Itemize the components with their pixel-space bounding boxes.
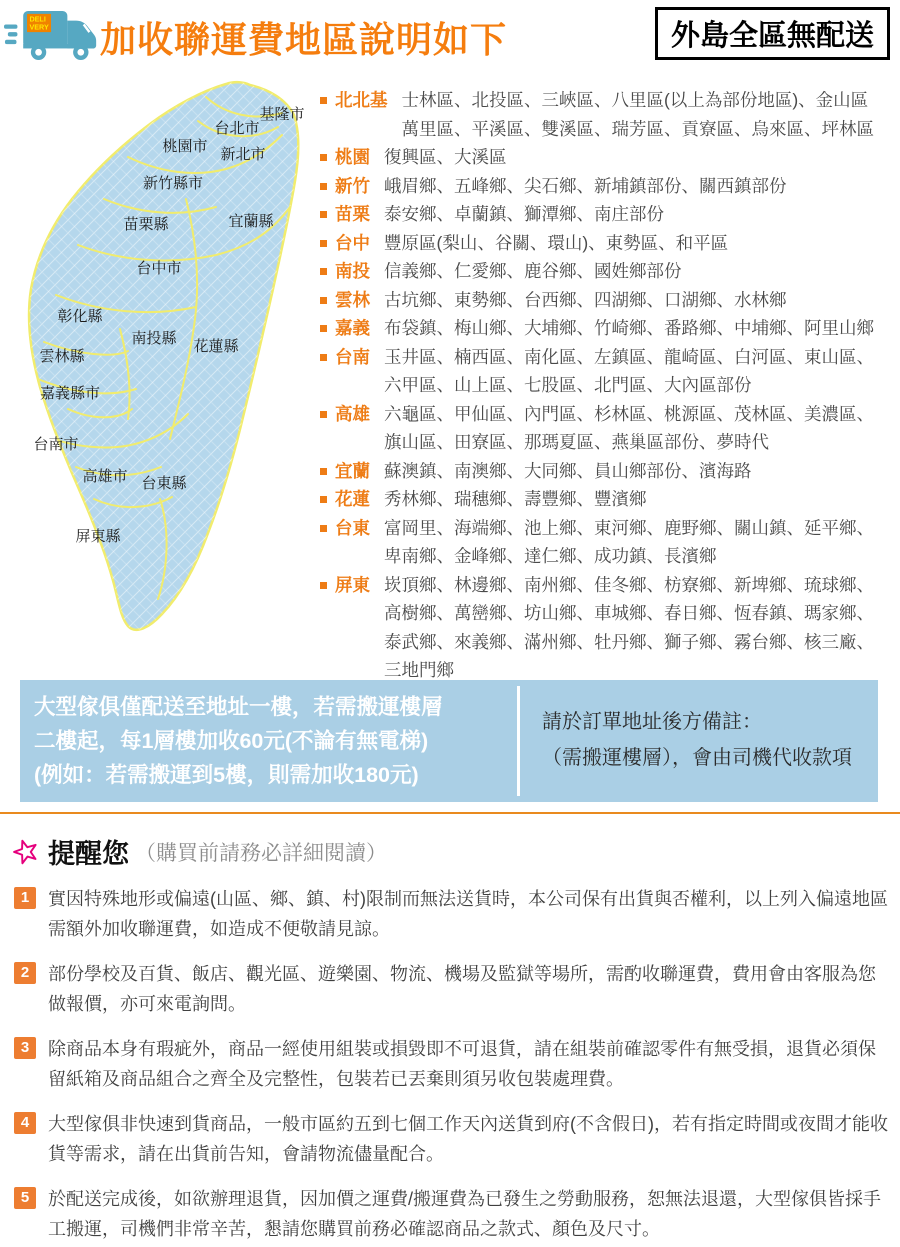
region-areas bbox=[384, 229, 898, 258]
page-title: 加收聯運費地區說明如下 bbox=[100, 19, 508, 60]
note-item bbox=[14, 1109, 888, 1169]
floor-fee-line: 二樓起，每1層樓加收60元(不論有無電梯) bbox=[34, 729, 429, 753]
region-name: 台中 bbox=[335, 232, 370, 253]
region-name: 花蓮 bbox=[335, 489, 370, 509]
taiwan-island-shape bbox=[16, 77, 308, 665]
note-item bbox=[14, 1184, 888, 1244]
note-text: 部份學校及百貨、飯店、觀光區、遊樂園、物流、機場及監獄等場所，需酌收聯運費，費用會由客服為您做報價，亦可來電詢問。 bbox=[48, 964, 876, 1014]
region-row bbox=[320, 485, 898, 514]
note-item bbox=[14, 959, 888, 1019]
region-areas bbox=[384, 343, 898, 400]
svg-text:VERY: VERY bbox=[29, 22, 49, 32]
region-name: 新竹 bbox=[335, 175, 370, 196]
region-row bbox=[320, 514, 898, 571]
delivery-truck-icon bbox=[4, 4, 100, 66]
region-name: 高雄 bbox=[335, 403, 370, 424]
region-areas-line: 六甲區、山上區、七股區、北門區、大內區部份 bbox=[384, 375, 752, 395]
region-areas-line: 六龜區、甲仙區、內門區、杉林區、桃源區、茂林區、美濃區、 bbox=[384, 403, 874, 424]
bullet-square-icon bbox=[320, 411, 327, 418]
note-text: 除商品本身有瑕疵外，商品一經使用組裝或損毀即不可退貨，請在組裝前確認零件有無受損，退貨必須保留紙箱及商品組合之齊全及完整性，包裝若已丟棄則須另收包裝處理費。 bbox=[48, 1039, 876, 1089]
region-name: 苗栗 bbox=[335, 204, 370, 224]
region-areas-line: 卑南鄉、金峰鄉、達仁鄉、成功鎮、長濱鄉 bbox=[384, 546, 717, 566]
region-row bbox=[320, 143, 898, 172]
bullet-square-icon bbox=[320, 97, 327, 104]
region-areas-line: 崁頂鄉、林邊鄉、南州鄉、佳冬鄉、枋寮鄉、新埤鄉、琉球鄉、 bbox=[384, 574, 874, 595]
bullet-square-icon bbox=[320, 325, 327, 332]
region-name: 北北基 bbox=[335, 90, 388, 110]
region-areas bbox=[384, 172, 898, 201]
note-number-badge: 2 bbox=[14, 962, 36, 984]
bullet-square-icon bbox=[320, 268, 327, 275]
map-label: 基隆市 bbox=[259, 106, 305, 123]
surcharge-region-list bbox=[320, 86, 898, 685]
region-areas-line: 布袋鎮、梅山鄉、大埔鄉、竹崎鄉、番路鄉、中埔鄉、阿里山鄉 bbox=[384, 318, 874, 338]
region-areas bbox=[384, 143, 898, 172]
note-number-badge: 5 bbox=[14, 1187, 36, 1209]
svg-text:DELI: DELI bbox=[29, 14, 46, 24]
map-label: 新北市 bbox=[220, 146, 266, 163]
map-label: 新竹縣市 bbox=[142, 175, 204, 192]
region-row bbox=[320, 172, 898, 201]
map-label: 花蓮縣 bbox=[193, 338, 239, 355]
region-row bbox=[320, 229, 898, 258]
region-areas bbox=[384, 314, 898, 343]
no-outlying-island-badge: 外島全區無配送 bbox=[655, 7, 890, 60]
map-label: 桃園市 bbox=[162, 138, 208, 155]
bullet-square-icon bbox=[320, 582, 327, 589]
bullet-square-icon bbox=[320, 183, 327, 190]
region-areas-line: 蘇澳鎮、南澳鄉、大同鄉、員山鄉部份、濱海路 bbox=[384, 460, 752, 481]
region-row bbox=[320, 86, 898, 143]
region-areas-line: 古坑鄉、東勢鄉、台西鄉、四湖鄉、口湖鄉、水林鄉 bbox=[384, 289, 787, 310]
map-label: 雲林縣 bbox=[39, 348, 85, 365]
bullet-square-icon bbox=[320, 297, 327, 304]
floor-moving-fee-box bbox=[20, 680, 878, 802]
note-number-badge: 3 bbox=[14, 1037, 36, 1059]
region-areas bbox=[384, 571, 898, 685]
region-name: 台南 bbox=[335, 346, 370, 367]
region-areas bbox=[384, 514, 898, 571]
region-areas bbox=[384, 286, 898, 315]
notes-list bbox=[14, 884, 888, 1247]
region-areas bbox=[384, 485, 898, 514]
bullet-square-icon bbox=[320, 496, 327, 503]
region-name: 南投 bbox=[335, 261, 370, 281]
map-label: 宜蘭縣 bbox=[228, 213, 274, 230]
region-areas-line: 玉井區、楠西區、南化區、左鎮區、龍崎區、白河區、東山區、 bbox=[384, 346, 874, 367]
region-row bbox=[320, 400, 898, 457]
map-label: 台東縣 bbox=[141, 475, 187, 492]
map-label: 彰化縣 bbox=[57, 308, 103, 325]
region-name: 宜蘭 bbox=[335, 460, 370, 481]
region-areas-line: 士林區、北投區、三峽區、八里區(以上為部份地區)、金山區 bbox=[401, 90, 869, 110]
map-label: 苗栗縣 bbox=[123, 216, 169, 233]
region-areas-line: 旗山區、田寮區、那瑪夏區、燕巢區部份、夢時代 bbox=[384, 432, 769, 452]
note-text: 於配送完成後，如欲辦理退貨，因加價之運費/搬運費為已發生之勞動服務，恕無法退還，大型傢俱皆採手工搬運，司機們非常辛苦，懇請您購買前務必確認商品之款式、顏色及尺寸。 bbox=[48, 1189, 881, 1239]
region-row bbox=[320, 571, 898, 685]
map-label: 台北市 bbox=[214, 120, 260, 137]
map-label: 嘉義縣市 bbox=[39, 385, 101, 402]
bullet-square-icon bbox=[320, 354, 327, 361]
reminder-title: 提醒您 bbox=[48, 839, 129, 869]
floor-fee-text bbox=[20, 680, 517, 802]
region-row bbox=[320, 257, 898, 286]
region-areas bbox=[384, 400, 898, 457]
region-row bbox=[320, 343, 898, 400]
bullet-square-icon bbox=[320, 468, 327, 475]
region-areas-line: 秀林鄉、瑞穗鄉、壽豐鄉、豐濱鄉 bbox=[384, 489, 647, 509]
bullet-square-icon bbox=[320, 525, 327, 532]
region-areas bbox=[402, 86, 899, 143]
region-areas bbox=[384, 257, 898, 286]
map-label: 高雄市 bbox=[82, 468, 128, 485]
region-areas-line: 信義鄉、仁愛鄉、鹿谷鄉、國姓鄉部份 bbox=[384, 261, 682, 281]
note-text: 實因特殊地形或偏遠(山區、鄉、鎮、村)限制而無法送貨時，本公司保有出貨與否權利，以上列入偏遠地區需額外加收聯運費，如造成不便敬請見諒。 bbox=[48, 889, 888, 939]
map-label: 台南市 bbox=[33, 436, 79, 453]
floor-fee-line: (例如：若需搬運到5樓，則需加收180元) bbox=[34, 763, 419, 787]
order-note-line: （需搬運樓層），會由司機代收款項 bbox=[542, 747, 852, 769]
note-text: 大型傢俱非快速到貨商品，一般市區約五到七個工作天內送貨到府(不含假日)，若有指定時間或夜間才能收貨等需求，請在出貨前告知，會請物流儘量配合。 bbox=[48, 1114, 888, 1164]
region-name: 屏東 bbox=[335, 574, 370, 595]
reminder-header bbox=[12, 832, 387, 871]
region-areas-line: 泰安鄉、卓蘭鎮、獅潭鄉、南庄部份 bbox=[384, 204, 664, 224]
taiwan-map bbox=[0, 75, 320, 675]
bullet-square-icon bbox=[320, 240, 327, 247]
bullet-square-icon bbox=[320, 211, 327, 218]
region-name: 桃園 bbox=[335, 147, 370, 167]
region-areas-line: 萬里區、平溪區、雙溪區、瑞芳區、貢寮區、烏來區、坪林區 bbox=[401, 118, 874, 139]
region-areas bbox=[384, 200, 898, 229]
region-areas-line: 泰武鄉、來義鄉、滿州鄉、牡丹鄉、獅子鄉、霧台鄉、核三廠、 bbox=[384, 631, 874, 652]
order-note-text bbox=[520, 680, 878, 802]
order-note-line: 請於訂單地址後方備註： bbox=[542, 711, 762, 733]
region-areas-line: 高樹鄉、萬巒鄉、坊山鄉、車城鄉、春日鄉、恆春鎮、瑪家鄉、 bbox=[384, 603, 874, 623]
region-name: 台東 bbox=[335, 517, 370, 538]
region-row bbox=[320, 314, 898, 343]
region-row bbox=[320, 200, 898, 229]
map-label: 台中市 bbox=[136, 260, 182, 277]
section-divider bbox=[0, 812, 900, 814]
note-item bbox=[14, 1034, 888, 1094]
region-areas bbox=[384, 457, 898, 486]
region-name: 雲林 bbox=[335, 289, 370, 310]
map-label: 屏東縣 bbox=[75, 528, 121, 545]
region-areas-line: 三地門鄉 bbox=[384, 660, 454, 680]
star-icon bbox=[12, 838, 40, 866]
region-name: 嘉義 bbox=[335, 318, 370, 338]
region-areas-line: 復興區、大溪區 bbox=[384, 147, 507, 167]
region-areas-line: 峨眉鄉、五峰鄉、尖石鄉、新埔鎮部份、關西鎮部份 bbox=[384, 175, 787, 196]
region-row bbox=[320, 457, 898, 486]
note-item bbox=[14, 884, 888, 944]
note-number-badge: 4 bbox=[14, 1112, 36, 1134]
floor-fee-line: 大型傢俱僅配送至地址一樓，若需搬運樓層 bbox=[34, 695, 443, 719]
region-areas-line: 富岡里、海端鄉、池上鄉、東河鄉、鹿野鄉、關山鎮、延平鄉、 bbox=[384, 517, 874, 538]
note-number-badge: 1 bbox=[14, 887, 36, 909]
region-row bbox=[320, 286, 898, 315]
map-label: 南投縣 bbox=[131, 330, 177, 347]
reminder-subtitle: （購買前請務必詳細閱讀） bbox=[135, 841, 387, 865]
region-areas-line: 豐原區(梨山、谷關、環山)、東勢區、和平區 bbox=[384, 232, 729, 253]
bullet-square-icon bbox=[320, 154, 327, 161]
